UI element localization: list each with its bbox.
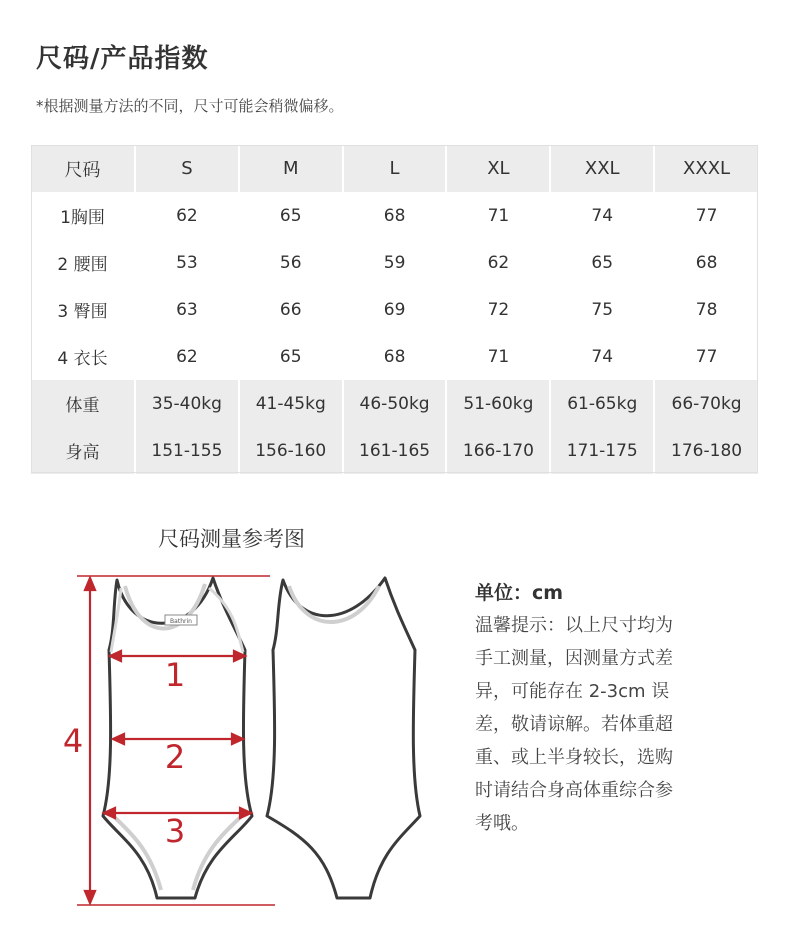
table-cell: 68 <box>343 192 447 239</box>
table-cell: 66 <box>239 286 343 333</box>
label-length-number: 4 <box>62 722 84 760</box>
tip-line: 手工测量，因测量方式差 <box>475 648 673 669</box>
unit-label: 单位：cm <box>475 582 564 604</box>
label-hip-number: 3 <box>164 812 186 850</box>
table-cell: 72 <box>446 286 550 333</box>
table-cell: 75 <box>550 286 654 333</box>
table-cell: 69 <box>343 286 447 333</box>
table-cell: 171-175 <box>550 427 654 474</box>
size-table <box>31 145 758 474</box>
table-cell: 41-45kg <box>239 380 343 427</box>
table-cell: 78 <box>654 286 758 333</box>
table-header-row <box>31 145 758 192</box>
table-row <box>31 380 758 427</box>
table-cell: 66-70kg <box>654 380 758 427</box>
arrow-up <box>85 578 95 590</box>
table-row <box>31 427 758 474</box>
column-header: S <box>135 145 239 192</box>
table-cell: 71 <box>446 192 550 239</box>
table-row <box>31 286 758 333</box>
table-cell: 77 <box>654 333 758 380</box>
diagram-title: 尺码测量参考图 <box>158 527 305 551</box>
tip-line: 温馨提示：以上尺寸均为 <box>475 615 673 636</box>
info-panel <box>475 578 735 840</box>
table-cell: 166-170 <box>446 427 550 474</box>
table-cell: 61-65kg <box>550 380 654 427</box>
table-cell: 156-160 <box>239 427 343 474</box>
tip-line: 考哦。 <box>475 813 529 834</box>
table-cell: 65 <box>550 239 654 286</box>
tip-line: 异，可能存在 2-3cm 误 <box>475 681 670 702</box>
column-header: XXXL <box>654 145 758 192</box>
table-cell: 68 <box>654 239 758 286</box>
column-header: 尺码 <box>31 145 135 192</box>
table-row <box>31 333 758 380</box>
table-cell: 59 <box>343 239 447 286</box>
row-label: 3 臀围 <box>57 302 108 322</box>
table-cell: 46-50kg <box>343 380 447 427</box>
arrow-down <box>85 891 95 903</box>
tip-line: 差，敬请谅解。若体重超 <box>475 714 673 735</box>
table-cell: 56 <box>239 239 343 286</box>
row-label: 1胸围 <box>60 208 105 228</box>
table-cell: 65 <box>239 333 343 380</box>
table-cell: 62 <box>135 192 239 239</box>
table-cell: 74 <box>550 192 654 239</box>
table-cell: 65 <box>239 192 343 239</box>
column-header: XL <box>446 145 550 192</box>
table-cell: 35-40kg <box>135 380 239 427</box>
tip-line: 重、或上半身较长，选购 <box>475 747 673 768</box>
table-cell: 68 <box>343 333 447 380</box>
measurement-note: *根据测量方法的不同，尺寸可能会稍微偏移。 <box>36 97 344 115</box>
table-cell: 53 <box>135 239 239 286</box>
table-cell: 71 <box>446 333 550 380</box>
page-title: 尺码/产品指数 <box>36 44 209 74</box>
row-label: 体重 <box>31 380 135 427</box>
table-cell: 74 <box>550 333 654 380</box>
swimsuit-back <box>267 578 420 898</box>
table-row <box>31 239 758 286</box>
table-cell: 161-165 <box>343 427 447 474</box>
tip-line: 时请结合身高体重综合参 <box>475 780 673 801</box>
table-cell: 77 <box>654 192 758 239</box>
column-header: XXL <box>550 145 654 192</box>
table-cell: 63 <box>135 286 239 333</box>
label-waist-number: 2 <box>164 738 186 776</box>
column-header: L <box>343 145 447 192</box>
row-label: 2 腰围 <box>57 255 108 275</box>
table-cell: 62 <box>446 239 550 286</box>
table-cell: 51-60kg <box>446 380 550 427</box>
table-cell: 176-180 <box>654 427 758 474</box>
row-label: 身高 <box>31 427 135 474</box>
row-label: 4 衣长 <box>57 349 108 369</box>
label-chest-number: 1 <box>164 656 186 694</box>
measurement-diagram <box>55 568 425 918</box>
brand-tag-text: Bathrin <box>170 618 192 625</box>
table-row <box>31 192 758 239</box>
measurement-tip <box>475 609 735 840</box>
table-cell: 151-155 <box>135 427 239 474</box>
table-cell: 62 <box>135 333 239 380</box>
column-header: M <box>239 145 343 192</box>
